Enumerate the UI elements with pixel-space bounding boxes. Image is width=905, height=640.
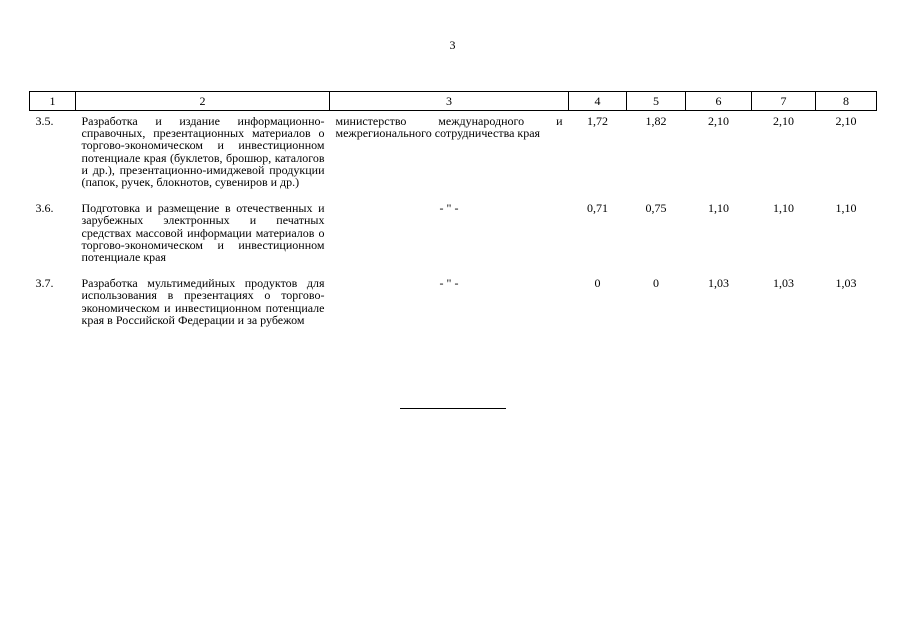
row-value-col4: 1,72 [587, 114, 608, 128]
program-table [29, 91, 877, 336]
row-value-col5: 0,75 [645, 201, 667, 216]
row-value-col7: 1,10 [773, 201, 794, 216]
row-value-col8: 1,10 [835, 201, 857, 216]
row-value-col7: 2,10 [773, 114, 794, 128]
table-row [30, 198, 877, 273]
row-number: 3.5. [35, 114, 54, 128]
header-cell-7: 7 [752, 92, 816, 111]
header-cell-8: 8 [816, 92, 877, 111]
row-value-col6: 2,10 [708, 114, 729, 128]
header-cell-2: 2 [76, 92, 330, 111]
row-value-col6: 1,10 [708, 201, 729, 216]
row-description: Разработка и издание информационно-справочных, презентационных материалов о торгово-экономическом и инвестиционном потенциале края (буклетов, брошюр, каталогов и др.), презентационно-имиджевой продукции (папок, ручек, блокнотов, сувениров и др.) [81, 114, 325, 190]
row-value-col8: 1,03 [835, 276, 857, 291]
row-description: Разработка мультимедийных продуктов для использования в презентациях о торгово-экономическом и инвестиционном потенциале края в Российской Федерации и за рубежом [81, 276, 325, 327]
row-value-col5: 1,82 [645, 114, 667, 128]
row-value-col8: 2,10 [835, 114, 857, 128]
row-executor: министерство международного и межрегионального сотрудничества края [335, 114, 563, 141]
header-cell-5: 5 [627, 92, 686, 111]
row-value-col7: 1,03 [773, 276, 794, 291]
header-cell-3: 3 [330, 92, 569, 111]
header-cell-6: 6 [686, 92, 752, 111]
row-number: 3.6. [35, 201, 54, 216]
table-row [30, 111, 877, 199]
page-number: 3 [449, 38, 456, 52]
row-description: Подготовка и размещение в отечественных и зарубежных электронных и печатных средствах массовой информации материалов о торгово-экономическом и инвестиционном потенциале края [81, 201, 325, 265]
end-of-document-rule [400, 408, 506, 409]
header-cell-1: 1 [30, 92, 76, 111]
row-value-col6: 1,03 [708, 276, 729, 291]
row-executor: - " - [439, 201, 459, 216]
table-row [30, 273, 877, 336]
row-executor: - " - [439, 276, 459, 291]
row-value-col4: 0 [594, 276, 601, 291]
row-value-col5: 0 [653, 276, 659, 291]
header-row [30, 92, 877, 111]
row-number: 3.7. [35, 276, 54, 291]
header-cell-4: 4 [569, 92, 627, 111]
row-value-col4: 0,71 [587, 201, 608, 216]
